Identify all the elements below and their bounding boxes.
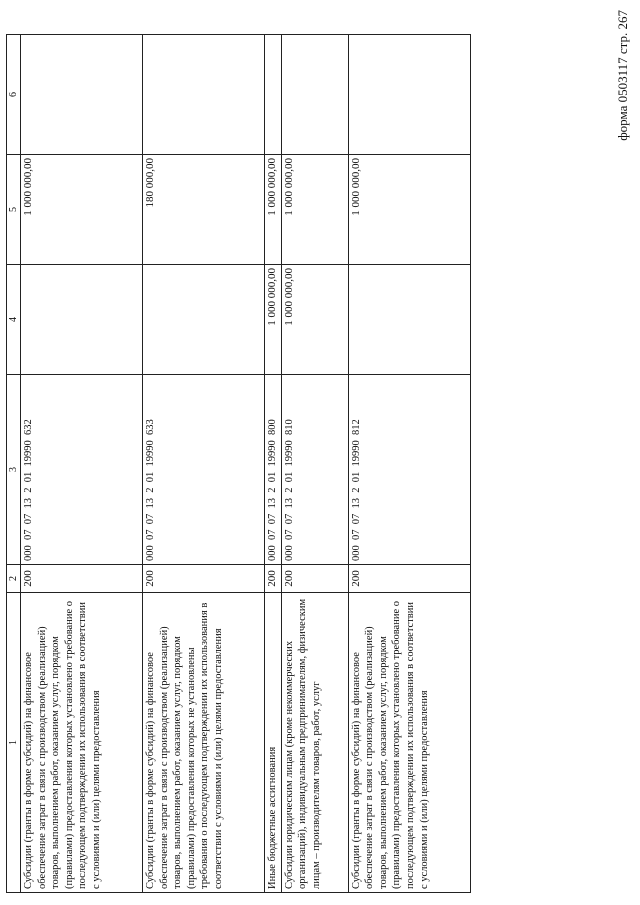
row-kbk: 000 07 07 13 2 01 19990 812 [348,375,470,565]
row-name: Субсидии (гранты в форме субсидий) на финансовое обеспечение затрат в связи с производством (реализацией) товаров, выполнением работ, оказанием услуг, порядком (правилами) предоставления которых не установлены требования о последующем подтверждении их использования в соответствии с условиями и (или) целями предоставления [143,593,265,893]
row-col5: 1 000 000,00 [265,155,282,265]
row-code: 200 [281,565,348,593]
row-col4 [21,265,143,375]
header-cell-4: 4 [7,265,21,375]
row-code: 200 [265,565,282,593]
table-row [348,35,470,893]
row-col4 [143,265,265,375]
table-row [265,35,282,893]
row-col6 [21,35,143,155]
row-col5: 1 000 000,00 [348,155,470,265]
table-row [21,35,143,893]
row-kbk: 000 07 07 13 2 01 19990 800 [265,375,282,565]
form-label: форма 0503117 стр. 267 [615,10,630,141]
row-kbk: 000 07 07 13 2 01 19990 633 [143,375,265,565]
row-name: Субсидии юридическим лицам (кроме некоммерческих организаций), индивидуальным предпринимателям, физическим лицам – производителям товаров, работ, услуг [281,593,348,893]
row-col6 [348,35,470,155]
header-cell-1: 1 [7,593,21,893]
row-kbk: 000 07 07 13 2 01 19990 632 [21,375,143,565]
row-col6 [143,35,265,155]
budget-table [6,34,471,893]
row-name: Иные бюджетные ассигнования [265,593,282,893]
header-cell-3: 3 [7,375,21,565]
row-code: 200 [21,565,143,593]
header-cell-2: 2 [7,565,21,593]
header-row [7,35,21,893]
row-col6 [281,35,348,155]
row-col6 [265,35,282,155]
row-col4: 1 000 000,00 [265,265,282,375]
row-col5: 180 000,00 [143,155,265,265]
row-col5: 1 000 000,00 [21,155,143,265]
row-name: Субсидии (гранты в форме субсидий) на финансовое обеспечение затрат в связи с производством (реализацией) товаров, выполнением работ, оказанием услуг, порядком (правилами) предоставления которых установлено требование о последующем подтверждении их использования в соответствии с условиями и (или) целями предоставления [21,593,143,893]
row-col5: 1 000 000,00 [281,155,348,265]
header-cell-5: 5 [7,155,21,265]
row-code: 200 [143,565,265,593]
header-cell-6: 6 [7,35,21,155]
table-row [281,35,348,893]
table-row [143,35,265,893]
row-code: 200 [348,565,470,593]
row-name: Субсидии (гранты в форме субсидий) на финансовое обеспечение затрат в связи с производством (реализацией) товаров, выполнением работ, оказанием услуг, порядком (правилами) предоставления которых установлено требование о последующем подтверждении их использования в соответствии с условиями и (или) целями предоставления [348,593,470,893]
row-col4 [348,265,470,375]
row-col4: 1 000 000,00 [281,265,348,375]
row-kbk: 000 07 07 13 2 01 19990 810 [281,375,348,565]
